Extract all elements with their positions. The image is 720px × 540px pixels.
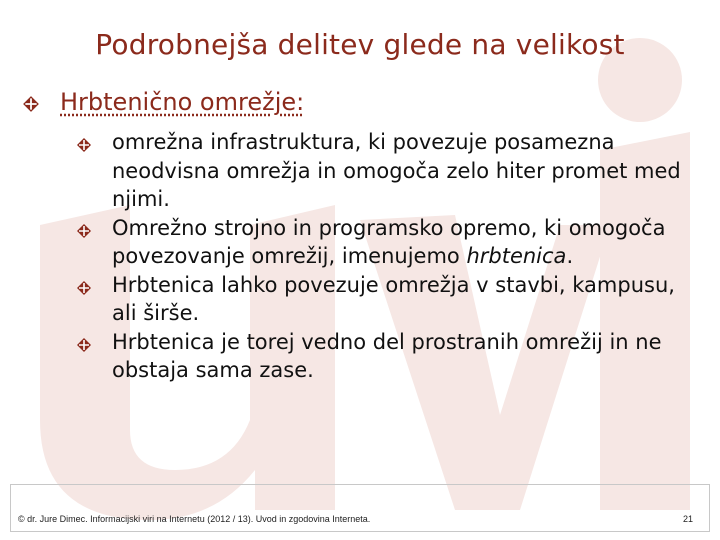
sub-bullet <box>76 328 686 385</box>
sub-bullet-text: omrežna infrastruktura, ki povezuje posamezna neodvisna omrežja in omogoča zelo hiter promet med njimi. <box>112 130 681 211</box>
diamond-bullet-icon <box>76 223 92 239</box>
diamond-bullet-icon <box>76 280 92 296</box>
sub-bullet <box>76 271 686 328</box>
sub-bullet-list <box>76 128 686 385</box>
sub-bullet-text: Omrežno strojno in programsko opremo, ki omogoča povezovanje omrežij, imenujemo hrbtenica. <box>112 215 666 268</box>
footer <box>10 484 710 532</box>
sub-bullet-text: Hrbtenica lahko povezuje omrežja v stavbi, kampusu, ali širše. <box>112 272 675 325</box>
diamond-bullet-icon <box>22 95 40 113</box>
page-number: 21 <box>682 514 693 524</box>
main-bullet-label: Hrbtenično omrežje: <box>60 88 305 116</box>
footer-credit: © dr. Jure Dimec. Informacijski viri na Internetu (2012 / 13). Uvod in zgodovina Interneta. <box>18 514 371 524</box>
sub-bullet-text: Hrbtenica je torej vedno del prostranih omrežij in ne obstaja sama zase. <box>112 329 662 382</box>
main-bullet <box>22 88 304 116</box>
slide-title: Podrobnejša delitev glede na velikost <box>95 28 625 61</box>
sub-bullet <box>76 128 686 214</box>
diamond-bullet-icon <box>76 137 92 153</box>
emphasis-term: hrbtenica <box>466 244 567 268</box>
sub-bullet <box>76 214 686 271</box>
diamond-bullet-icon <box>76 337 92 353</box>
